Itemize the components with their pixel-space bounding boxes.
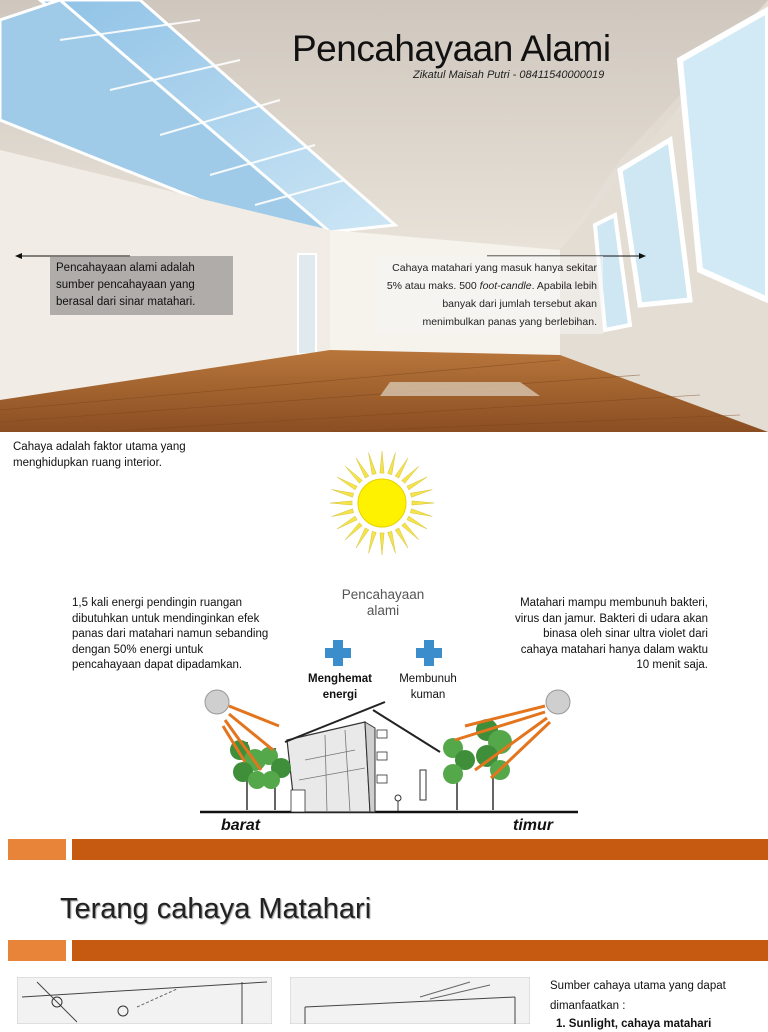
sun-ray xyxy=(388,453,396,475)
center-label: Pencahayaan alami xyxy=(341,587,425,618)
sun-ray xyxy=(356,458,369,478)
sun-ray xyxy=(337,516,357,529)
sun-ray xyxy=(395,458,408,478)
sun-ray xyxy=(402,523,419,540)
sun-ray xyxy=(337,477,357,490)
sun-ray xyxy=(402,466,419,483)
plus-icon xyxy=(325,640,442,666)
sun-ray xyxy=(410,490,432,498)
east-label: timur xyxy=(513,817,553,834)
sun-ray xyxy=(407,516,427,529)
source-list-item: 1. Sunlight, cahaya matahari xyxy=(556,1018,712,1030)
sun-ray xyxy=(410,509,432,517)
sun-ray xyxy=(407,477,427,490)
sun-ray xyxy=(345,466,362,483)
sun-ray xyxy=(388,531,396,553)
germ-text: Matahari mampu membunuh bakteri, virus dan jamur. Bakteri di udara akan binasa oleh sinar ultra violet dari cahaya matahari hanya dalam waktu 10 menit saja. xyxy=(514,597,708,671)
definition-box: Pencahayaan alami adalah sumber pencahayaan yang berasal dari sinar matahari. xyxy=(50,256,233,315)
sunlight-limit-text-1: Cahaya matahari yang masuk hanya sekitar 5% atau maks. 500 xyxy=(386,262,597,292)
sun-ray xyxy=(369,531,377,553)
intro-text: Cahaya adalah faktor utama yang menghidupkan ruang interior. xyxy=(13,441,186,469)
sun-ray xyxy=(412,501,434,505)
small-sun-icon xyxy=(205,690,570,714)
west-label: barat xyxy=(221,817,261,834)
sun-ray xyxy=(332,490,354,498)
author-line: Zikatul Maisah Putri - 08411540000019 xyxy=(413,69,605,81)
sunlight-limit-unit: foot-candle xyxy=(479,280,532,292)
sun-icon xyxy=(318,444,446,562)
section-title-2: Matahari xyxy=(258,893,372,925)
hero-image xyxy=(0,0,768,432)
sun-ray xyxy=(330,501,352,505)
benefit-germs: Membunuh kuman xyxy=(399,673,457,701)
accent-bar-large xyxy=(72,839,768,860)
accent-bar-large-2 xyxy=(72,940,768,961)
accent-bar-small-2 xyxy=(8,940,66,961)
sun-ray xyxy=(369,453,377,475)
sketch-thumbnail-2 xyxy=(290,977,530,1024)
benefit-energy: Menghemat energi xyxy=(308,673,372,701)
house-diagram xyxy=(195,630,585,820)
sun-ray xyxy=(345,523,362,540)
accent-bar-small xyxy=(8,839,66,860)
sun-ray xyxy=(356,528,369,548)
energy-text: 1,5 kali energi pendingin ruangan dibutuhkan untuk mendinginkan efek panas dari matahari namun sebanding dengan 50% energi untuk pencahayaan dapat dipadamkan. xyxy=(72,597,269,671)
sketch-thumbnail-1 xyxy=(17,977,272,1024)
sun-ray xyxy=(395,528,408,548)
sunlight-limit-box xyxy=(376,256,603,334)
section-title xyxy=(60,893,371,926)
sunlight-limit-text-2: . Apabila lebih banyak dari jumlah tersebut akan menimbulkan panas yang berlebihan. xyxy=(422,280,597,328)
page-title: Pencahayaan Alami xyxy=(292,28,611,69)
section-title-1: Terang cahaya xyxy=(60,893,259,925)
sun-ray xyxy=(380,451,384,473)
sun-ray xyxy=(380,533,384,555)
sun-ray xyxy=(332,509,354,517)
source-text: Sumber cahaya utama yang dapat dimanfaatkan : xyxy=(550,980,726,1012)
